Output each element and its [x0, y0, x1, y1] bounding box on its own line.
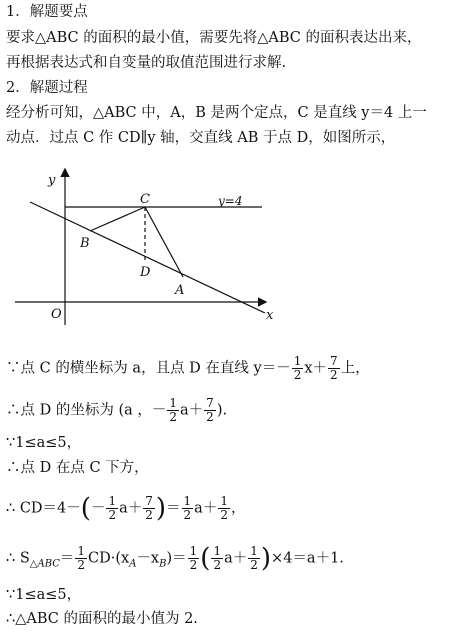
step1: ∵点 C 的横坐标为 a，且点 D 在直线 y＝－ $\frac{1}{2}$ x＋ $\frac{7}{2}$ 上， [6, 354, 370, 382]
origin-label: O [51, 307, 62, 322]
section2-text-line1: 经分析可知，△ABC 中，A，B 是两个定点，C 是直线 y＝4 上一 [6, 105, 427, 121]
step2: ∴点 D 的坐标为 (a ，－ $\frac{1}{2}$ a＋ $\frac{7}{2}$ ). [6, 396, 228, 424]
step3: ∵1≤a≤5， [6, 435, 82, 451]
section1-text-line2: 再根据表达式和自变量的取值范围进行求解. [6, 55, 287, 71]
point-D-label: D [140, 265, 151, 280]
step8: ∴△ABC 的面积的最小值为 2. [6, 611, 198, 627]
line-y4-label: y=4 [218, 194, 243, 208]
segment-BC [90, 207, 145, 231]
x-axis-label: x [266, 308, 274, 323]
section1-text-line1: 要求△ABC 的面积的最小值，需要先将△ABC 的面积表达出来， [6, 30, 422, 46]
geometry-figure [0, 160, 464, 330]
step7: ∵1≤a≤5， [6, 587, 82, 603]
section1-heading: 1．解题要点 [6, 4, 88, 20]
step6: ∴ $S_{\triangle ABC}=$ $\frac{1}{2}$ $CD\cdot(x_A-x_B)=$ $\frac{1}{2}$ ( $\frac{1}{2}$ a＋ $\frac{1}{2}$ )×4＝a＋1. [6, 543, 344, 574]
step4: ∴点 D 在点 C 下方， [6, 460, 149, 476]
point-B-label: B [80, 236, 90, 251]
y-axis-label: y [48, 173, 56, 188]
point-C-label: C [140, 192, 150, 207]
point-A-label: A [175, 283, 185, 298]
section2-text-line2: 动点．过点 C 作 CD∥y 轴，交直线 AB 于点 D，如图所示， [6, 130, 396, 146]
segment-CA [145, 207, 183, 277]
step5: ∴ CD＝4－(－ $\frac{1}{2}$ a＋ $\frac{7}{2}$ )＝ $\frac{1}{2}$ a＋ $\frac{1}{2}$ ， [6, 493, 246, 524]
section2-heading: 2．解题过程 [6, 80, 88, 96]
